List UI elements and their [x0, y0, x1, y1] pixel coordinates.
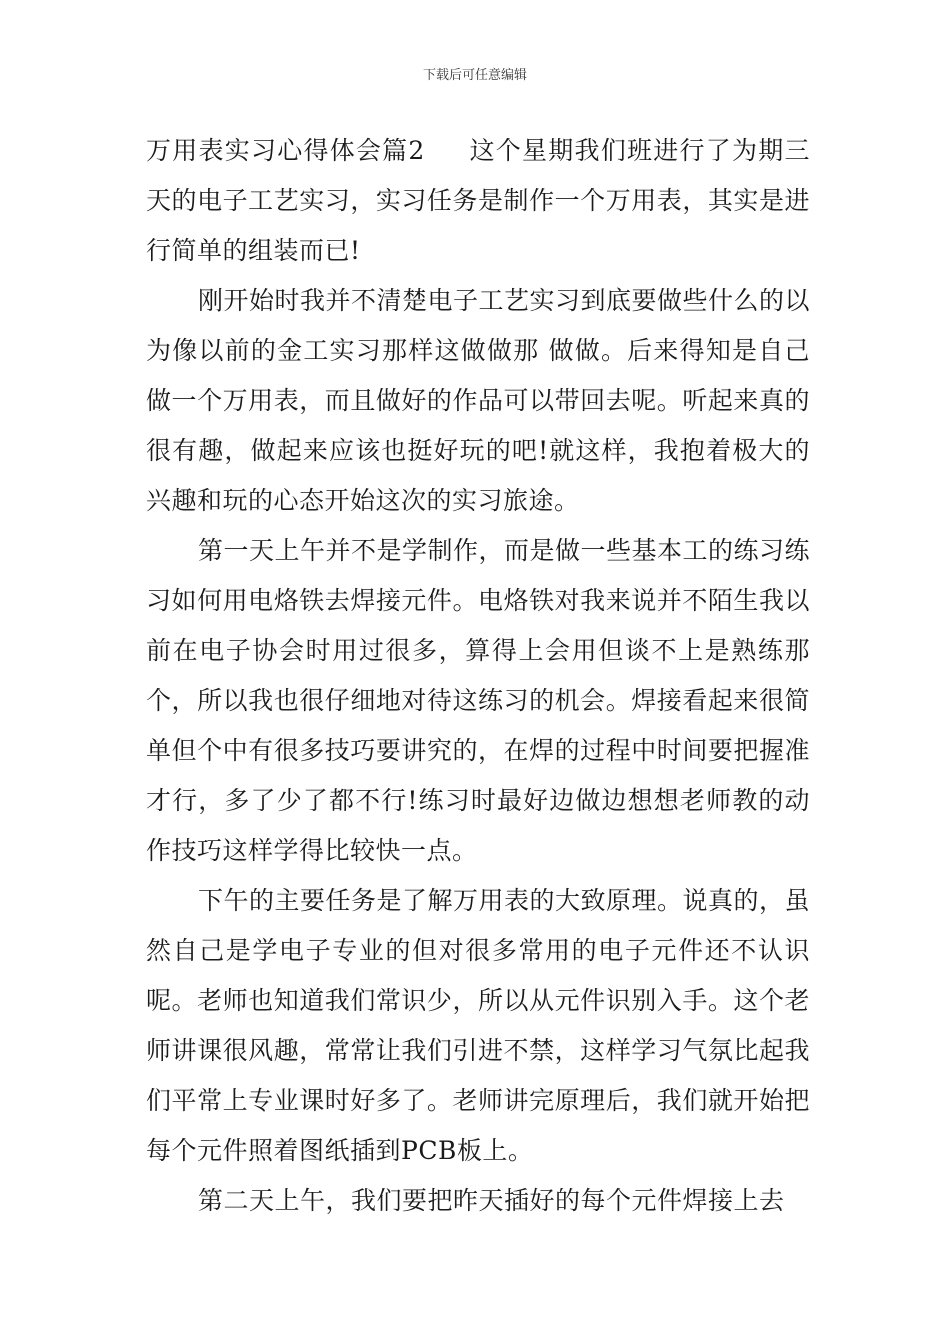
article-body: [146, 126, 810, 1226]
page-header: 下载后可任意编辑: [422, 68, 527, 83]
article-opening-paragraph: [146, 126, 810, 276]
article-intro: 这个星期我们班进行了为期三天的电子工艺实习，实习任务是制作一个万用表，其实是进行简单的组装而已!: [146, 136, 810, 265]
paragraph: 第二天上午，我们要把昨天插好的每个元件焊接上去: [198, 1186, 785, 1215]
paragraph: 第一天上午并不是学制作，而是做一些基本工的练习练习如何用电烙铁去焊接元件。电烙铁对我来说并不陌生我以前在电子协会时用过很多，算得上会用但谈不上是熟练那个，所以我也很仔细地对待这练习的机会。焊接看起来很简单但个中有很多技巧要讲究的，在焊的过程中时间要把握准才行，多了少了都不行!练习时最好边做边想想老师教的动作技巧这样学得比较快一点。: [146, 536, 811, 865]
article-title: 万用表实习心得体会篇2: [146, 136, 425, 165]
paragraph: 刚开始时我并不清楚电子工艺实习到底要做些什么的以为像以前的金工实习那样这做做那 做做。后来得知是自己做一个万用表，而且做好的作品可以带回去呢。听起来真的很有趣，做起来应该也挺好玩的吧!就这样，我抱着极大的兴趣和玩的心态开始这次的实习旅途。: [146, 286, 811, 515]
paragraph: 下午的主要任务是了解万用表的大致原理。说真的，虽然自己是学电子专业的但对很多常用的电子元件还不认识呢。老师也知道我们常识少，所以从元件识别入手。这个老师讲课很风趣，常常让我们引进不禁，这样学习气氛比起我们平常上专业课时好多了。老师讲完原理后，我们就开始把每个元件照着图纸插到PCB板上。: [146, 886, 811, 1165]
